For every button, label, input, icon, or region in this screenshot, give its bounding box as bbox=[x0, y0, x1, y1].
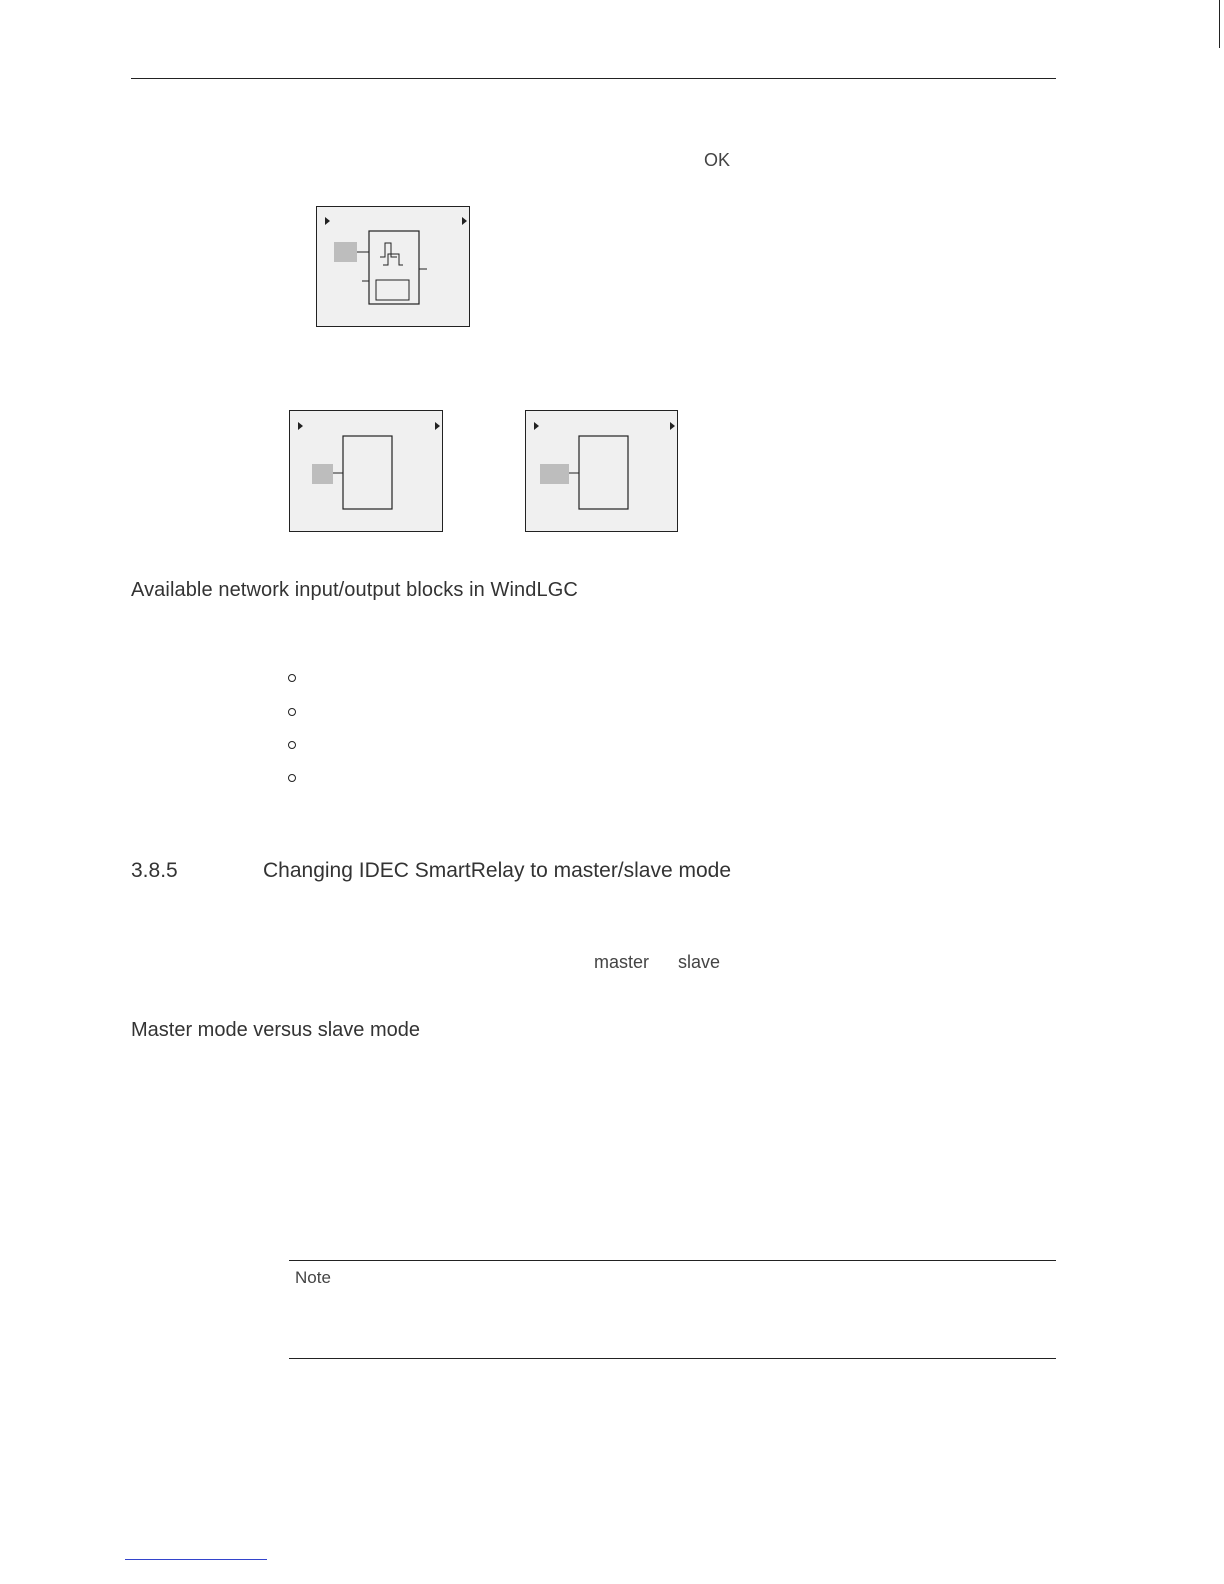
function-block bbox=[579, 436, 628, 509]
right-arrow-icon bbox=[435, 422, 440, 430]
function-block bbox=[343, 436, 392, 509]
section-number: 3.8.5 bbox=[131, 859, 178, 882]
left-arrow-icon bbox=[298, 422, 303, 430]
header-rule bbox=[131, 78, 1056, 79]
right-arrow-icon bbox=[670, 422, 675, 430]
pulse-timer-icon bbox=[380, 243, 403, 265]
parameter-box bbox=[376, 280, 409, 300]
bullet-icon bbox=[288, 741, 296, 749]
note-bottom-rule bbox=[289, 1358, 1056, 1359]
bullet-icon bbox=[288, 674, 296, 682]
footer-rule bbox=[125, 1559, 267, 1560]
note-top-rule bbox=[289, 1260, 1056, 1261]
master-word: master bbox=[594, 952, 650, 972]
right-arrow-icon bbox=[462, 217, 467, 225]
bullet-icon bbox=[288, 708, 296, 716]
master-vs-slave-heading: Master mode versus slave mode bbox=[131, 1019, 421, 1041]
lcd-network-block-2 bbox=[525, 410, 678, 532]
lcd-network-block-1 bbox=[289, 410, 443, 532]
left-arrow-icon bbox=[534, 422, 539, 430]
ok-key-label: OK bbox=[704, 150, 731, 170]
lcd-timer-block bbox=[316, 206, 470, 327]
available-blocks-heading: Available network input/output blocks in WindLGC bbox=[131, 579, 578, 601]
page-edge-rule bbox=[1219, 0, 1220, 48]
slave-word: slave bbox=[678, 952, 721, 972]
input-highlight bbox=[334, 242, 357, 262]
bullet-icon bbox=[288, 774, 296, 782]
input-highlight bbox=[540, 464, 569, 484]
input-highlight bbox=[312, 464, 333, 484]
section-title: Changing IDEC SmartRelay to master/slave mode bbox=[263, 859, 732, 882]
note-label: Note bbox=[295, 1268, 331, 1287]
left-arrow-icon bbox=[325, 217, 330, 225]
